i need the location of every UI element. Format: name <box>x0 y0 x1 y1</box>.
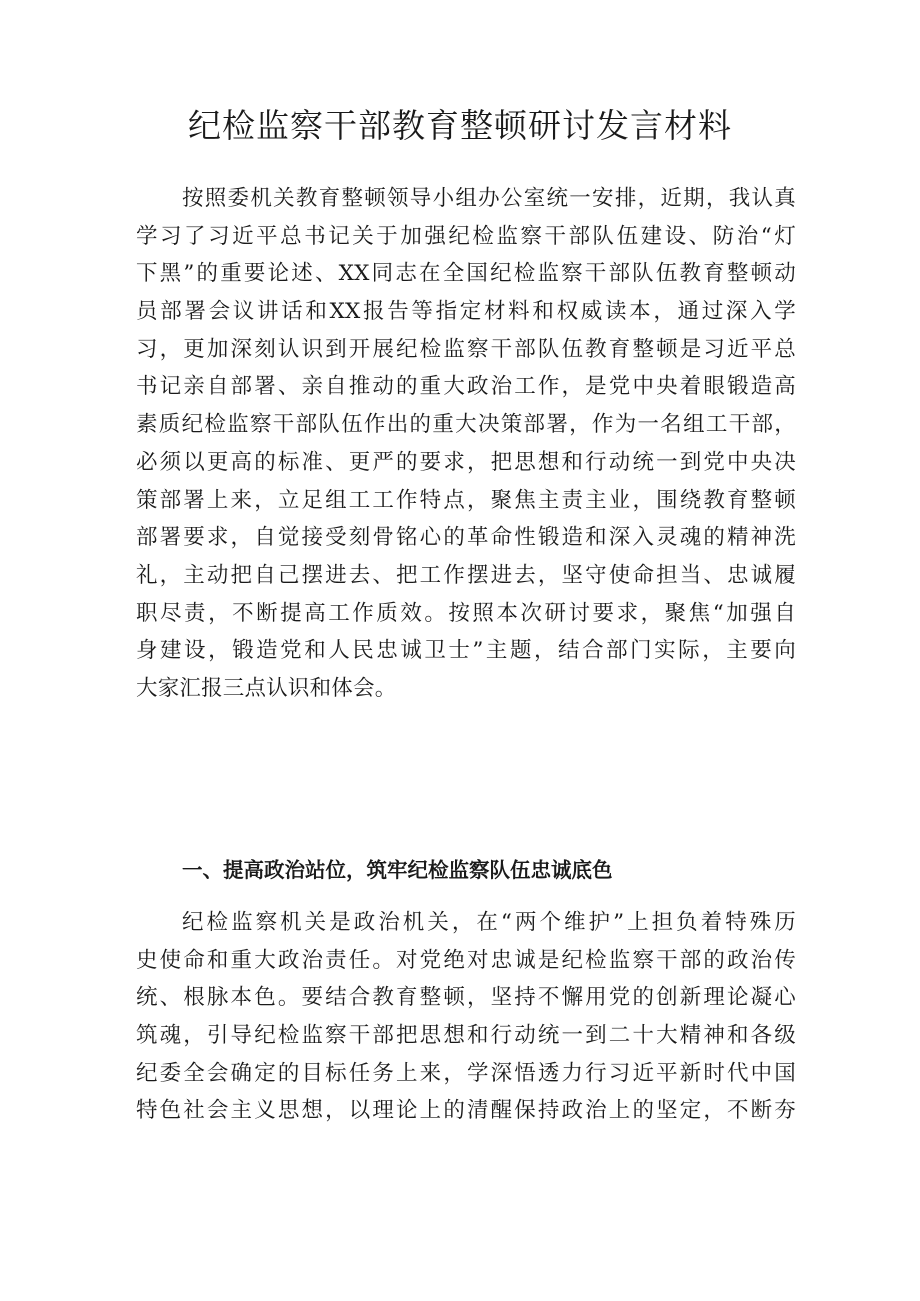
paragraph-line: 职尽责，不断提高工作质效。按照本次研讨要求，聚焦“加强自 <box>136 600 796 626</box>
paragraph-line: 学习了习近平总书记关于加强纪检监察干部队伍建设、防治“灯 <box>136 223 796 249</box>
section-1 <box>136 848 796 892</box>
paragraph-line: 素质纪检监察干部队伍作出的重大决策部署，作为一名组工干部， <box>136 412 796 438</box>
paragraph-line: 习，更加深刻认识到开展纪检监察干部队伍教育整顿是习近平总 <box>136 336 796 362</box>
paragraph-line: 纪委全会确定的目标任务上来，学深悟透力行习近平新时代中国 <box>136 1060 796 1086</box>
section-1-paragraph <box>136 904 796 1130</box>
paragraph-line: 按照委机关教育整顿领导小组办公室统一安排，近期，我认真 <box>182 186 796 211</box>
paragraph-line: 下黑”的重要论述、XX同志在全国纪检监察干部队伍教育整顿动 <box>136 261 796 287</box>
paragraph-line: 礼，主动把自己摆进去、把工作摆进去，坚守使命担当、忠诚履 <box>136 562 796 588</box>
paragraph-line: 身建设，锻造党和人民忠诚卫士”主题，结合部门实际，主要向 <box>136 638 796 664</box>
paragraph-line: 部署要求，自觉接受刻骨铭心的革命性锻造和深入灵魂的精神洗 <box>136 525 796 551</box>
paragraph-line: 纪检监察机关是政治机关，在“两个维护”上担负着特殊历 <box>182 910 796 935</box>
paragraph-line: 书记亲自部署、亲自推动的重大政治工作，是党中央着眼锻造高 <box>136 374 796 400</box>
paragraph-line: 策部署上来，立足组工工作特点，聚焦主责主业，围绕教育整顿 <box>136 487 796 513</box>
section-heading: 一、提高政治站位，筑牢纪检监察队伍忠诚底色 <box>182 858 613 882</box>
paragraph-line: 特色社会主义思想，以理论上的清醒保持政治上的坚定，不断夯 <box>136 1098 796 1124</box>
document-title: 纪检监察干部教育整顿研讨发言材料 <box>188 106 732 145</box>
paragraph-line: 史使命和重大政治责任。对党绝对忠诚是纪检监察干部的政治传 <box>136 947 796 973</box>
paragraph-line: 筑魂，引导纪检监察干部把思想和行动统一到二十大精神和各级 <box>136 1023 796 1049</box>
paragraph-line: 员部署会议讲话和XX报告等指定材料和权威读本，通过深入学 <box>136 299 796 325</box>
intro-paragraph <box>136 180 796 708</box>
paragraph-line: 大家汇报三点认识和体会。 <box>136 675 397 701</box>
paragraph-line: 必须以更高的标准、更严的要求，把思想和行动统一到党中央决 <box>136 449 796 475</box>
paragraph-line: 统、根脉本色。要结合教育整顿，坚持不懈用党的创新理论凝心 <box>136 985 796 1011</box>
